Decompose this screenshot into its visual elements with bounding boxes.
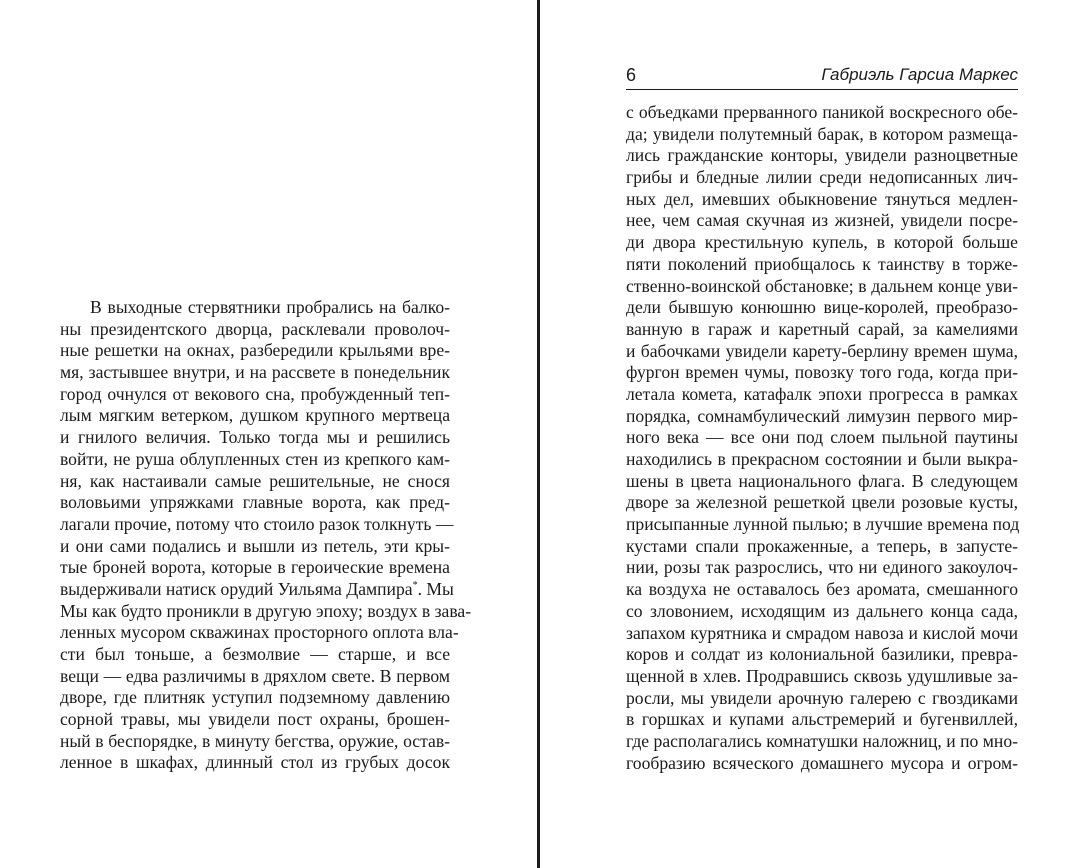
text-line: ди двора крестильную купель, в которой больше [626, 232, 1018, 253]
text-line: и гнилого величия. Только тогда мы и решились [60, 427, 450, 448]
running-head [626, 64, 1018, 86]
text-line: ленных мусором скважинах просторного оплота вла- [60, 622, 459, 643]
text-line: росли, мы увидели арочную галерею с гвоздиками [626, 687, 1018, 708]
running-title: Габриэль Гарсиа Маркес [821, 65, 1018, 84]
header-rule [626, 89, 1018, 90]
text-line: где располагались комнатушки наложниц, и по мно- [626, 730, 1018, 751]
text-line: лись гражданские конторы, увидели разноцветные [626, 145, 1018, 166]
text-line: вещи — едва различимы в дряхлом свете. В первом [60, 665, 450, 686]
text-line: ленное в шкафах, длинный стол из грубых досок [60, 752, 450, 773]
book-gutter [537, 0, 540, 868]
footnote-marker: * [412, 579, 418, 591]
text-line: город очнулся от векового сна, пробужденный теп- [60, 383, 450, 404]
page-number: 6 [626, 65, 637, 85]
text-line-tail: Мы [426, 578, 454, 599]
text-line: кустами спали прокаженные, а теперь, в запусте- [626, 535, 1018, 556]
text-line: ка воздуха не оставалось без аромата, смешанного [626, 579, 1018, 600]
text-line: нее, чем самая скучная из жизней, увидели посре- [626, 210, 1018, 231]
text-line: сти был тоньше, а безмолвие — старше, и все [60, 644, 450, 664]
text-line: дворе, где плитняк уступил подземному давлению [60, 687, 450, 708]
text-line: да; увидели полутемный барак, в котором размеща- [626, 123, 1018, 144]
text-line: летала комета, катафалк эпохи прогресса в рамках [626, 383, 1018, 404]
text-line: лагали прочие, потому что стоило разок толкнуть — [60, 513, 454, 534]
text-line: запахом курятника и смрадом навоза и кислой мочи [626, 622, 1018, 643]
text-line: присыпанные лунной пылью; в лучшие времена под [626, 514, 1020, 535]
text-line: сорной травы, мы увидели пост охраны, брошен- [60, 709, 450, 730]
text-line: пяти поколений приобщалось к таинству в торже- [626, 253, 1018, 274]
text-line: ных дел, имевших обыкновение тянуться медлен- [626, 188, 1018, 209]
text-line: тые броней ворота, которые в героические времена [60, 557, 450, 578]
text-line: ного века — все они под слоем пыльной паутины [626, 427, 1018, 448]
text-line: Мы как будто проникли в другую эпоху; воздух в зава- [60, 600, 472, 621]
text-line: мя, застывшее внутри, и на рассвете в понедельник [60, 362, 450, 383]
left-page-text [60, 297, 472, 774]
text-line: ственно-воинской обстановке; в дальнем конце уви- [626, 275, 1018, 296]
text-line-main: выдерживали натиск орудий Уильяма Дампира [60, 578, 413, 599]
text-line: войти, не руша облупленных стен из крепкого кам- [60, 448, 450, 469]
text-line: ные решетки на окнах, разбередили крыльями вре- [60, 340, 450, 361]
text-line: ный в беспорядке, в минуту бегства, оружие, остав- [60, 730, 450, 751]
text-line: щенной в хлев. Продравшись сквозь удушливые за- [626, 665, 1018, 686]
text-line: находились в прекрасном состоянии и были выкра- [626, 449, 1018, 469]
text-line: и они сами подались и вышли из петель, эти кры- [60, 535, 450, 556]
text-line: ны президентского дворца, расклевали проволоч- [60, 318, 450, 339]
text-line: грибы и бледные лилии среди недописанных лич- [626, 167, 1018, 188]
text-line: гообразию всяческого домашнего мусора и огром- [626, 752, 1018, 773]
text-line: и бабочками увидели карету-берлину времен шума, [626, 340, 1018, 361]
text-line: с объедками прерванного паникой воскресного обе- [626, 102, 1018, 122]
text-line: дворе за железной решеткой цвели розовые кусты, [626, 492, 1018, 513]
text-line: в горшках и купами альстремерий и бугенвиллей, [626, 709, 1018, 730]
text-line: дели бывшую конюшню вице-королей, преобразо- [626, 297, 1018, 318]
text-line: воловьими упряжками главные ворота, как пред- [60, 492, 450, 513]
text-line: ня, как настаивали самые решительные, не снося [60, 470, 450, 491]
text-line: порядка, сомнамбулический лимузин первого мир- [626, 405, 1018, 426]
text-line: ванную в гараж и каретный сарай, за камелиями [626, 318, 1018, 339]
text-line: фургон времен чумы, повозку того года, когда при- [626, 362, 1018, 383]
text-line: В выходные стервятники пробрались на балко- [90, 297, 450, 317]
text-line: со зловонием, исходящим из дальнего конца сада, [626, 600, 1018, 621]
right-page-text [626, 102, 1018, 774]
text-line: лым мягким ветерком, душком крупного мертвеца [60, 405, 450, 426]
text-line: коров и солдат из колониальной базилики, превра- [626, 644, 1018, 665]
text-line-with-footnote: выдерживали натиск орудий Уильяма Дампира*. Мы [60, 578, 454, 599]
text-line: шены в цвета национального флага. В следующем [626, 470, 1018, 491]
text-line: нии, розы так разрослись, что ни единого закоулоч- [626, 557, 1018, 578]
